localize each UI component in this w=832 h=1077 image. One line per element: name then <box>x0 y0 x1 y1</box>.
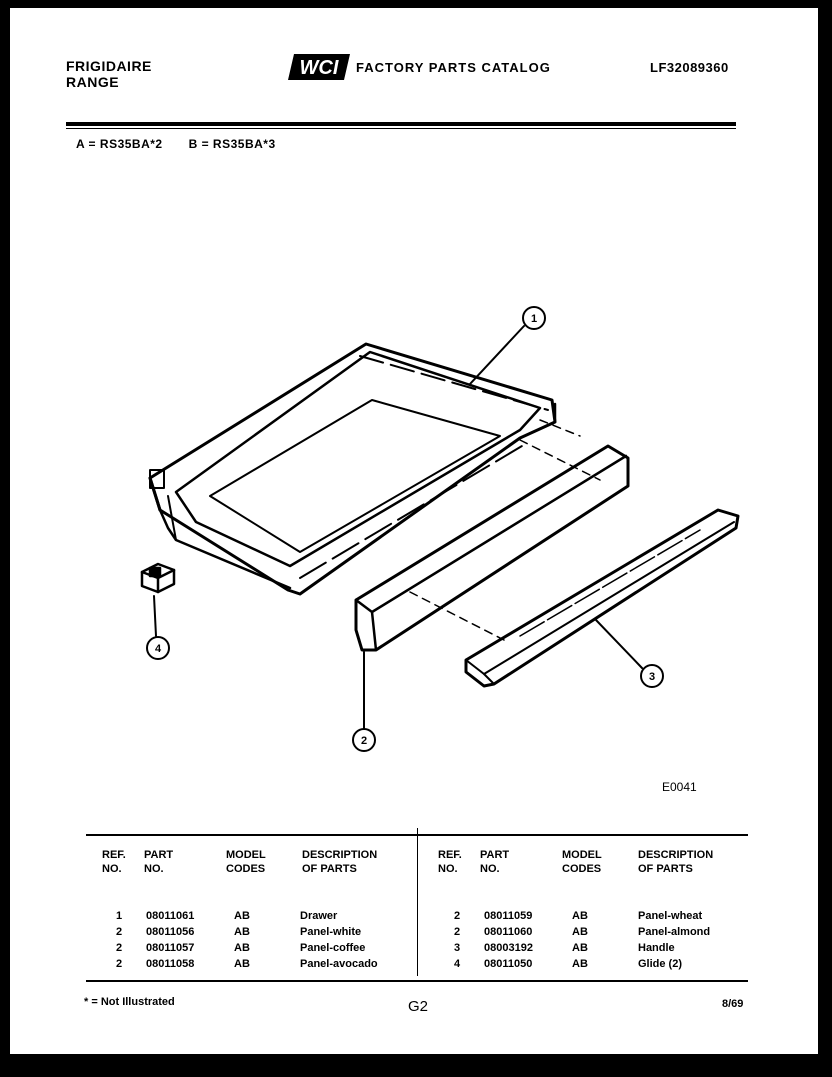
figure-number: E0041 <box>662 780 697 794</box>
header-ref-left: REF. NO. <box>102 849 126 875</box>
table-row-codes: AB <box>234 926 250 938</box>
callout-2 <box>353 729 375 751</box>
callout-1 <box>523 307 545 329</box>
callout-1-label: 1 <box>530 313 538 325</box>
header-part-left: PART NO. <box>144 849 174 875</box>
table-row-part: 08003192 <box>484 942 533 954</box>
brand-name: FRIGIDAIRE <box>66 58 152 74</box>
header-desc-right: DESCRIPTION OF PARTS <box>638 849 714 875</box>
table-row-desc: Panel-white <box>300 926 362 938</box>
table-row-desc: Panel-avocado <box>300 958 378 970</box>
header-desc-left: DESCRIPTION OF PARTS <box>302 849 378 875</box>
model-code-a: A = RS35BA*2 <box>76 137 163 151</box>
table-row-ref: 2 <box>454 910 461 922</box>
table-row-part: 08011061 <box>146 910 195 922</box>
table-bottom-rule <box>86 980 748 982</box>
table-divider <box>417 828 418 976</box>
table-row-ref: 2 <box>116 926 123 938</box>
header-model-right: MODEL CODES <box>562 849 602 875</box>
callout-4 <box>147 637 169 659</box>
product-type: RANGE <box>66 74 120 90</box>
table-row-desc: Glide (2) <box>638 958 683 970</box>
table-row-ref: 2 <box>116 942 123 954</box>
table-row-codes: AB <box>234 910 250 922</box>
table-row-desc: Drawer <box>300 910 338 922</box>
table-row-codes: AB <box>572 926 588 938</box>
table-row-part: 08011059 <box>484 910 533 922</box>
table-row-codes: AB <box>572 910 588 922</box>
table-row-ref: 1 <box>116 910 123 922</box>
table-row-part: 08011056 <box>146 926 195 938</box>
publication-number: LF32089360 <box>650 60 729 75</box>
header-ref-right: REF. NO. <box>438 849 462 875</box>
callout-3 <box>641 665 663 687</box>
table-row-codes: AB <box>234 958 250 970</box>
catalog-title: FACTORY PARTS CATALOG <box>356 60 551 75</box>
callout-2-label: 2 <box>360 735 368 747</box>
table-row-desc: Panel-almond <box>638 926 711 938</box>
table-row-part: 08011060 <box>484 926 533 938</box>
table-row-ref: 3 <box>454 942 461 954</box>
logo-text: WCI <box>299 57 339 79</box>
footnote: * = Not Illustrated <box>84 996 175 1008</box>
table-row-codes: AB <box>572 958 588 970</box>
glide-part <box>142 564 174 592</box>
table-row-ref: 2 <box>454 926 461 938</box>
table-row-desc: Panel-coffee <box>300 942 366 954</box>
table-row-ref: 2 <box>116 958 123 970</box>
table-row-desc: Handle <box>638 942 675 954</box>
header-model-left: MODEL CODES <box>226 849 266 875</box>
table-row-part: 08011050 <box>484 958 533 970</box>
table-row-part: 08011057 <box>146 942 195 954</box>
page-number: G2 <box>408 998 429 1015</box>
callout-3-label: 3 <box>648 671 656 683</box>
model-code-b: B = RS35BA*3 <box>188 137 276 151</box>
table-row-codes: AB <box>572 942 588 954</box>
table-row-codes: AB <box>234 942 250 954</box>
header-part-right: PART NO. <box>480 849 510 875</box>
callout-4-label: 4 <box>154 643 162 655</box>
table-row-desc: Panel-wheat <box>638 910 703 922</box>
table-row-part: 08011058 <box>146 958 195 970</box>
table-row-ref: 4 <box>454 958 461 970</box>
revision-date: 8/69 <box>722 998 744 1010</box>
